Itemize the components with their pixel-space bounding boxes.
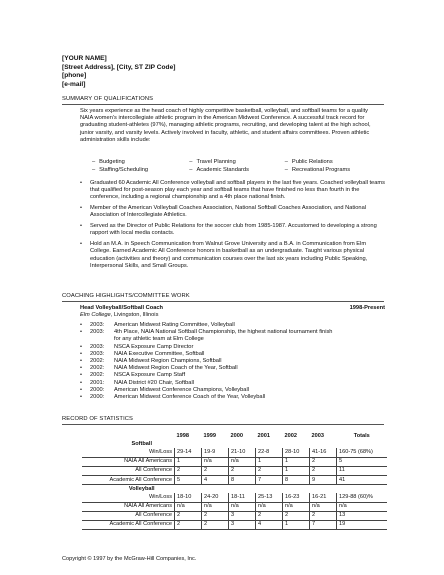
table-cell: n/a [310,502,337,511]
table-cell: n/a [229,502,256,511]
achievement-item [80,372,385,379]
table-cell: 29-14 [175,448,202,457]
job-title: Head Volleyball/Softball Coach [80,305,164,311]
bullet-text: Graduated 60 Academic All Conference volleyball and softball players in the last five years. Coached volleyball teams that qualified for post-season play each year and softball teams that have finished no less than fourth in the conference, including a regional championship and a 4th place national finish. [90,180,385,201]
skill-item [189,158,284,166]
year-header: 2000 [230,432,243,439]
dash-icon: – [92,159,96,165]
summary-bullet [80,205,385,219]
table-cell: 28-10 [283,448,310,457]
achievement-text: NAIA Midwest Region Champions, Softball [114,358,222,365]
table-cell: 7 [310,520,337,529]
job-organization [80,312,385,319]
job-dates: 1998-Present [349,305,385,311]
table-cell: 13 [337,511,388,520]
achievement-text: NAIA Midwest Region Coach of the Year, Softball [114,365,238,372]
table-row [82,520,387,529]
achievement-text: American Midwest Rating Committee, Volleyball [114,322,235,328]
bullet-icon: • [80,241,82,248]
row-label: NAIA All Americans [82,502,175,511]
bullet-icon: • [80,350,82,357]
section-divider [62,301,384,302]
table-cell: 2 [310,457,337,466]
bullet-icon: • [80,365,82,372]
table-cell: 2 [175,511,202,520]
table-cell: 3 [229,511,256,520]
dash-icon: – [92,167,96,174]
contact-header [62,55,175,89]
achievement-item [80,365,385,372]
table-cell: 18-10 [175,493,202,502]
summary-bullets [80,180,385,274]
table-cell: 1 [256,457,283,466]
year-header: 1999 [203,432,216,439]
dash-icon: – [284,167,288,174]
bullet-icon: • [80,358,82,365]
table-cell: 16-21 [310,493,337,502]
table-cell: 2 [175,520,202,529]
skill-label: Recreational Programs [291,167,351,174]
achievement-text: NSCA Exposure Camp Staff [114,372,186,379]
year-header: 1998 [176,432,189,439]
achievement-year: 2002: [90,358,105,365]
statistics-table [82,432,387,530]
achievement-item [80,358,385,365]
row-label: Academic All Conference [82,475,175,484]
table-cell: 8 [229,475,256,484]
achievement-item [80,344,385,351]
year-header: 2001 [257,432,270,439]
achievement-item [80,380,385,387]
year-header: 2002 [284,432,297,439]
bullet-icon: • [80,223,82,230]
address-placeholder: [Street Address], [City, ST ZIP Code] [62,63,176,71]
bullet-icon: • [80,379,82,386]
totals-header: Totals [353,432,370,439]
copyright-footer: Copyright © 1997 by the McGraw-Hill Companies, Inc. [62,556,197,562]
achievement-text: NAIA Executive Committee, Softball [114,350,205,357]
summary-heading: SUMMARY OF QUALIFICATIONS [62,96,154,102]
bullet-text: Member of the American Volleyball Coaches Association, National Softball Coaches Association, and National Association of Intercollegiate Athletics. [90,205,366,219]
achievement-item [80,329,385,336]
table-cell: 160-75 (68%) [337,448,388,457]
statistics-heading: RECORD OF STATISTICS [62,416,134,422]
achievement-year: 2002: [90,365,105,372]
achievement-year: 2002: [90,372,105,379]
table-cell: 4 [202,475,229,484]
table-cell: 2 [202,520,229,529]
row-label: Win/Loss [82,493,175,502]
table-row [82,493,387,502]
table-cell: 25-13 [256,493,283,502]
achievement-year: 2003: [90,343,105,350]
phone-placeholder: [phone] [62,72,87,80]
table-row [82,457,387,466]
bullet-icon: • [80,329,82,336]
skill-item [285,158,382,166]
sport-row [82,440,387,448]
skill-item [189,166,284,174]
dash-icon: – [284,159,288,165]
achievement-year: 2003: [90,329,105,336]
table-cell: 2 [256,511,283,520]
table-row [82,511,387,520]
achievement-item [80,387,385,394]
table-cell: 2 [310,466,337,475]
skill-label: Travel Planning [196,159,236,165]
achievement-list [80,322,385,401]
table-cell: 5 [175,475,202,484]
table-cell: 2 [256,466,283,475]
achievement-item [80,394,385,401]
skills-row [92,166,382,174]
achievement-year: 2003: [90,322,105,328]
table-cell: 19 [337,520,388,529]
row-label: All Conference [82,511,175,520]
bullet-icon: • [80,180,82,186]
achievement-text: NAIA District #20 Chair, Softball [114,379,194,386]
row-label: NAIA All Americans [82,457,175,466]
achievement-text: NSCA Exposure Camp Director [114,343,194,350]
dash-icon: – [189,167,193,174]
achievement-item [80,322,385,329]
table-cell: n/a [283,502,310,511]
achievement-year: 2000: [90,386,105,393]
table-cell: 1 [283,466,310,475]
skills-list [92,158,382,174]
skill-item [92,158,189,166]
table-cell: 2 [175,466,202,475]
table-cell: 5 [337,457,388,466]
table-cell: 2 [283,511,310,520]
table-cell: 8 [283,475,310,484]
table-cell: 24-20 [202,493,229,502]
bullet-icon: • [80,386,82,393]
table-cell: 2 [310,511,337,520]
achievement-item [80,351,385,358]
section-divider [62,424,384,425]
summary-bullet [80,241,385,270]
skill-label: Academic Standards [196,167,249,174]
sport-label: Softball [131,440,152,447]
table-cell: 2 [229,466,256,475]
table-cell: n/a [229,457,256,466]
table-cell: n/a [202,457,229,466]
table-cell: 1 [175,457,202,466]
job-entry [80,305,385,319]
table-cell: 2 [202,466,229,475]
table-cell: n/a [256,502,283,511]
bullet-icon: • [80,322,82,328]
table-row [82,466,387,475]
table-cell: n/a [202,502,229,511]
coaching-heading: COACHING HIGHLIGHTS/COMMITTEE WORK [62,293,190,299]
email-placeholder: [e-mail] [62,80,86,88]
bullet-icon: • [80,372,82,379]
achievement-text: American Midwest Conference Champions, Volleyball [114,386,249,393]
achievement-continuation: for any athletic team at Elm College [114,336,204,343]
summary-intro: Six years experience as the head coach of highly competitive basketball, volleyball, and softball teams for a quality NAIA women’s intercollegiate athletic program in the American Midwest Conference. A successful track record for graduating student-athletes (97%), managing athletic programs, recruiting, and developing talent at the high school, junior varsity, and varsity levels. Actively involved in faculty, athletic, and student affairs committees. Proven athletic administration skills include: [80,108,371,143]
sport-row [82,485,387,494]
bullet-text: Served as the Director of Public Relations for the soccer club from 1985-1987. Accustomed to developing a strong rapport with local media contacts. [90,223,377,237]
achievement-year: 2003: [90,350,105,357]
table-cell: 1 [283,520,310,529]
org-name: Elm College [80,312,111,319]
table-cell: 19-9 [202,448,229,457]
achievement-text: American Midwest Conference Coach of the Year, Volleyball [114,394,266,401]
table-cell: 11 [337,466,388,475]
table-cell: 2 [202,511,229,520]
achievement-text: 4th Place, NAIA National Softball Championship, the highest national tournament finish [114,329,333,336]
table-cell: 3 [229,520,256,529]
bullet-text: Hold an M.A. in Speech Communication from Walnut Grove University and a B.A. in Communication from Elm College. Earned Academic All Conference honors in basketball as an undergraduate. Taught various physical education (activities and theory) and communication courses over the last six years including Public Speaking, Interpersonal Skills, and Small Groups. [90,241,368,269]
bullet-icon: • [80,205,82,212]
table-cell: n/a [337,502,388,511]
skill-item [285,166,382,174]
skill-item [92,166,189,174]
table-row [82,475,387,484]
dash-icon: – [189,159,193,165]
row-label: Win/Loss [82,448,175,457]
sport-label: Volleyball [128,485,155,492]
table-cell: 41-16 [310,448,337,457]
table-cell: 21-10 [229,448,256,457]
achievement-year: 2001: [90,379,105,386]
table-cell: 4 [256,520,283,529]
skill-label: Budgeting [99,159,125,165]
summary-bullet [80,223,385,237]
table-header-row [82,432,387,440]
skill-label: Public Relations [291,159,333,165]
table-cell: 129-88 (60)% [337,493,388,502]
skill-label: Staffing/Scheduling [99,167,149,174]
table-cell: n/a [175,502,202,511]
skills-row [92,158,382,166]
row-label: Academic All Conference [82,520,175,529]
bullet-icon: • [80,343,82,350]
table-cell: 22-8 [256,448,283,457]
table-cell: 18-11 [229,493,256,502]
name-placeholder: [YOUR NAME] [62,55,107,62]
table-cell: 41 [337,475,388,484]
section-divider [62,104,384,105]
bullet-icon: • [80,394,82,401]
row-label: All Conference [82,466,175,475]
table-cell: 9 [310,475,337,484]
year-header: 2003 [311,432,324,439]
org-location: , Livingston, Illinois [110,312,159,319]
summary-bullet [80,180,385,202]
table-cell: 16-23 [283,493,310,502]
table-row [82,502,387,511]
table-cell: 1 [283,457,310,466]
table-cell: 7 [256,475,283,484]
achievement-year: 2000: [90,394,105,401]
table-row [82,448,387,457]
blank-header [82,432,175,440]
